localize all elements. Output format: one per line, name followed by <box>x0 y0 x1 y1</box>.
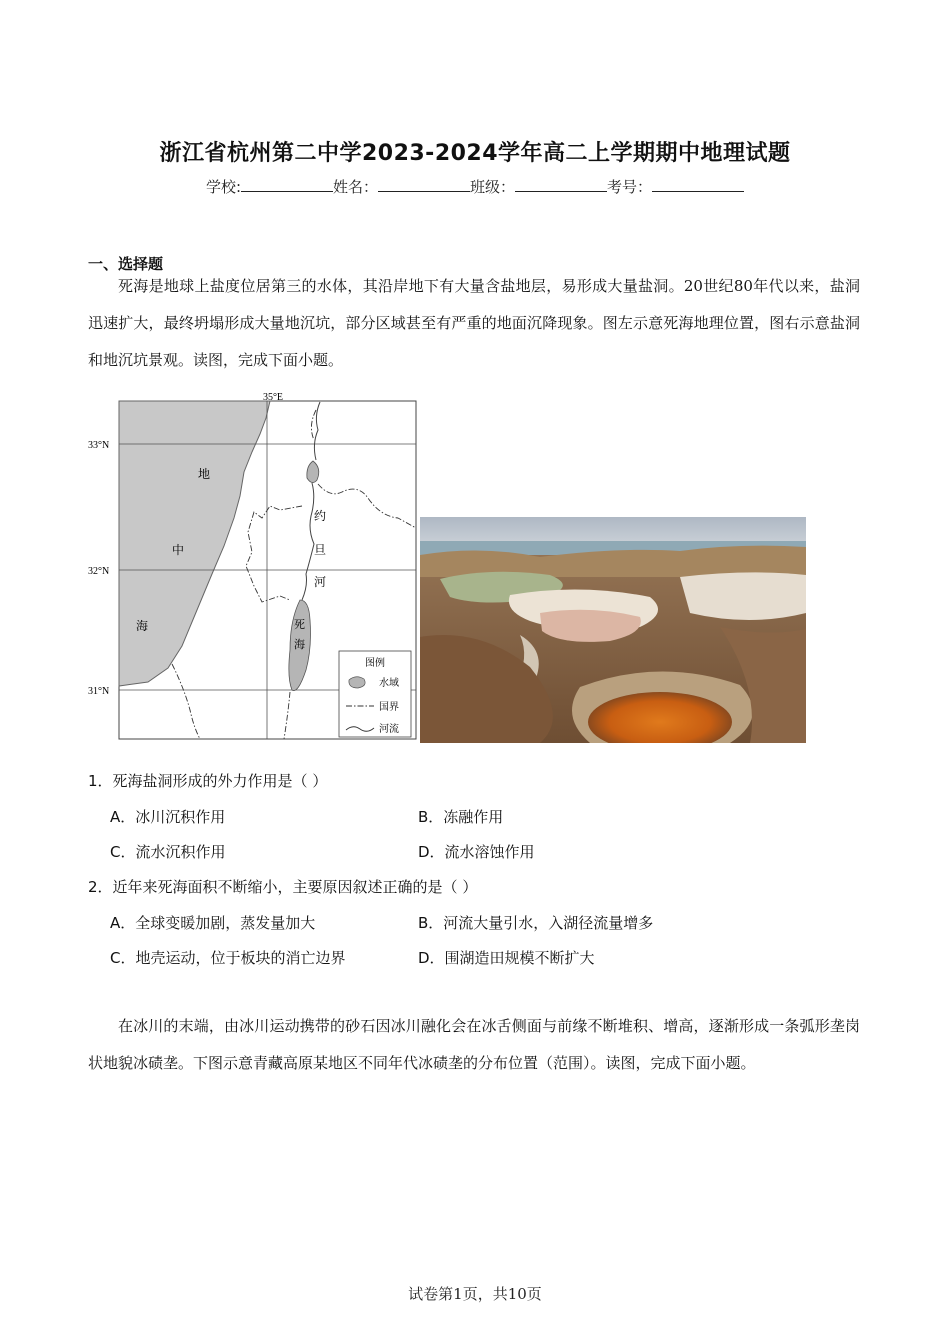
river-label-3: 河 <box>314 575 327 589</box>
section-heading: 一、选择题 <box>88 255 164 273</box>
question-2-stem: 2．近年来死海面积不断缩小，主要原因叙述正确的是（ ） <box>88 878 478 896</box>
question-1-stem: 1．死海盐洞形成的外力作用是（ ） <box>88 772 328 790</box>
lon-label-35e: 35°E <box>262 392 284 403</box>
legend-river-label: 河流 <box>379 724 399 735</box>
question-1-option-d[interactable]: D．流水溶蚀作用 <box>418 843 535 861</box>
exam-title: 浙江省杭州第二中学2023-2024学年高二上学期期中地理试题 <box>159 141 791 166</box>
river-label-1: 约 <box>314 509 327 523</box>
legend-water-symbol <box>349 677 365 688</box>
school-blank <box>241 176 333 192</box>
school-label: 学校: <box>205 178 241 196</box>
question-1-option-a[interactable]: A．冰川沉积作用 <box>110 808 226 826</box>
legend-water-label: 水域 <box>379 678 399 689</box>
name-blank <box>378 176 470 192</box>
question-1-option-b[interactable]: B．冻融作用 <box>418 808 504 826</box>
lat-label-32n: 32°N <box>88 566 110 577</box>
legend-title: 图例 <box>365 658 385 669</box>
exam-number-label: 考号： <box>607 178 653 196</box>
class-label: 班级： <box>470 178 516 196</box>
name-label: 姓名： <box>333 178 379 196</box>
dead-sea-label-1: 死 <box>294 618 305 631</box>
sea-label-2: 中 <box>172 543 185 557</box>
question-1-option-c[interactable]: C．流水沉积作用 <box>110 843 226 861</box>
class-blank <box>515 176 607 192</box>
question-2-option-b[interactable]: B．河流大量引水，入湖径流量增多 <box>418 914 654 932</box>
sinkhole-landscape-photo <box>420 517 806 743</box>
sea-label-1: 地 <box>198 467 211 481</box>
lat-label-31n: 31°N <box>88 686 110 697</box>
lat-label-33n: 33°N <box>88 440 110 451</box>
exam-number-blank <box>652 176 744 192</box>
dead-sea-label-2: 海 <box>294 638 305 651</box>
question-2-option-a[interactable]: A．全球变暖加剧，蒸发量加大 <box>110 914 316 932</box>
legend-border-label: 国界 <box>379 702 399 713</box>
student-info-line <box>0 176 950 197</box>
page-footer: 试卷第1页，共10页 <box>408 1285 542 1303</box>
passage-dead-sea: 死海是地球上盐度位居第三的水体，其沿岸地下有大量含盐地层，易形成大量盐洞。20世纪80年代以来，盐洞迅速扩大，最终坍塌形成大量地沉坑，部分区域甚至有严重的地面沉降现象。图左示意死海地理位置，图右示意盐洞和地沉坑景观。读图，完成下面小题。 <box>88 277 860 369</box>
sea-label-3: 海 <box>136 619 149 633</box>
question-2-option-c[interactable]: C．地壳运动，位于板块的消亡边界 <box>110 949 346 967</box>
dead-sea-location-map <box>84 388 420 743</box>
river-label-2: 旦 <box>314 543 327 557</box>
question-2-option-d[interactable]: D．围湖造田规模不断扩大 <box>418 949 595 967</box>
passage-moraine: 在冰川的末端，由冰川运动携带的砂石因冰川融化会在冰舌侧面与前缘不断堆积、增高，逐渐形成一条弧形垄岗状地貌冰碛垄。下图示意青藏高原某地区不同年代冰碛垄的分布位置（范围）。读图，完成下面小题。 <box>88 1017 860 1072</box>
